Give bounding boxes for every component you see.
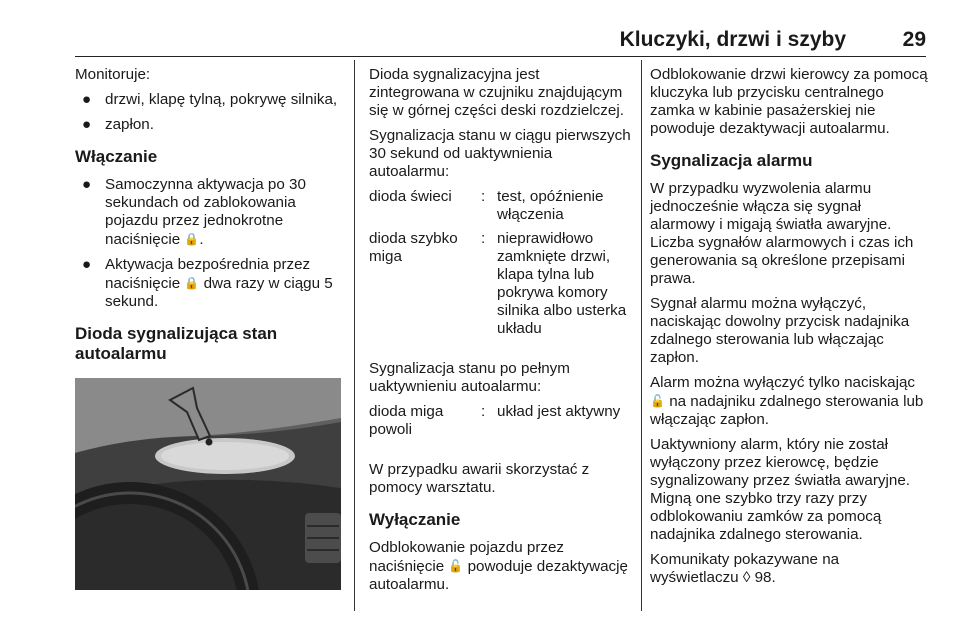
heading-activation: Włączanie xyxy=(75,147,158,166)
paragraph: Odblokowanie drzwi kierowcy za pomocą kluczyka lub przycisku centralnego zamka w kabinie pasażerskiej nie powoduje dezaktywacji autoalarmu. xyxy=(650,66,928,137)
unlock-icon: 🔓 xyxy=(650,394,665,408)
sensor-led xyxy=(206,439,213,446)
lock-icon: 🔒 xyxy=(184,276,200,290)
heading-alarm: Sygnalizacja alarmu xyxy=(650,151,813,170)
heading-deactivation: Wyłączanie xyxy=(369,510,461,529)
header-rule xyxy=(75,56,926,57)
paragraph: Uaktywniony alarm, który nie został wyłączony przez kierowcę, będzie sygnalizowany przez światła awaryjne. Migną one szybko trzy razy przy odblokowaniu zamków za pomocą nadajnika zdalnego sterowania. xyxy=(650,436,910,543)
monitor-list xyxy=(75,91,341,134)
page-number: 29 xyxy=(902,28,926,51)
header-title: Kluczyki, drzwi i szyby xyxy=(619,28,846,51)
column-divider-2 xyxy=(641,60,642,611)
paragraph: W przypadku wyzwolenia alarmu jednocześnie włącza się sygnał alarmowy i migają światła awaryjne. Liczba sygnałów alarmowych i czas ich generowania są określone przepisami prawa. xyxy=(650,180,914,287)
bullet-icon: ● xyxy=(82,176,92,193)
lock-icon: 🔒 xyxy=(184,232,200,246)
sensor-panel-inner xyxy=(161,442,289,470)
page-header xyxy=(75,27,926,55)
bullet-icon: ● xyxy=(82,91,92,108)
monitor-intro: Monitoruje: xyxy=(75,66,151,83)
unlock-icon: 🔓 xyxy=(448,559,464,573)
column-divider-1 xyxy=(354,60,355,611)
paragraph: Komunikaty pokazywane na wyświetlaczu ◊ 98. xyxy=(650,551,840,586)
table-row: dioda szybko miga : nieprawidłowo zamknięte drzwi, klapa tylna lub pokrywa komory silnika albo usterka układu xyxy=(369,230,627,337)
page-reference-link[interactable]: 98. xyxy=(754,569,776,586)
list-item: ● Aktywacja bezpośrednia przez naciśnięcie 🔒 dwa razy w ciągu 5 sekund. xyxy=(82,256,333,310)
table-row: dioda miga powoli : układ jest aktywny xyxy=(369,403,621,438)
paragraph: Dioda sygnalizacyjna jest zintegrowana w czujniku znajdującym się w górnej części deski rozdzielczej. xyxy=(369,66,624,119)
paragraph: Sygnalizacja stanu w ciągu pierwszych 30 sekund od uaktywnienia autoalarmu: xyxy=(369,127,631,180)
column-1 xyxy=(75,66,341,590)
status-table-initial xyxy=(369,188,633,344)
page-reference-arrow-icon[interactable]: ◊ xyxy=(742,569,751,586)
list-item: ● zapłon. xyxy=(82,116,154,133)
bullet-icon: ● xyxy=(82,116,92,133)
paragraph: Odblokowanie pojazdu przez naciśnięcie 🔓 powoduje dezaktywację autoalarmu. xyxy=(369,539,628,593)
heading-diode: Dioda sygnalizująca stan autoalarmu xyxy=(75,324,278,363)
table-row: dioda świeci : test, opóźnienie włączenia xyxy=(369,188,604,223)
column-2 xyxy=(369,66,633,601)
paragraph: Sygnał alarmu można wyłączyć, naciskając dowolny przycisk nadajnika zdalnego sterowania lub włączając zapłon. xyxy=(650,295,910,366)
paragraph: W przypadku awarii skorzystać z pomocy warsztatu. xyxy=(369,461,590,496)
paragraph: Sygnalizacja stanu po pełnym uaktywnieniu autoalarmu: xyxy=(369,360,570,395)
paragraph: Alarm można wyłączyć tylko naciskając 🔓 na nadajniku zdalnego sterowania lub włączając zapłon. xyxy=(650,374,924,428)
column-3 xyxy=(650,66,930,594)
bullet-icon: ● xyxy=(82,256,92,273)
list-item: ● drzwi, klapę tylną, pokrywę silnika, xyxy=(82,91,338,108)
activation-list xyxy=(75,176,341,311)
list-item: ● Samoczynna aktywacja po 30 sekundach od zablokowania pojazdu przez jednokrotne naciśnięcie 🔒. xyxy=(82,176,306,248)
status-table-active xyxy=(369,403,633,445)
dashboard-sensor-photo xyxy=(75,378,341,590)
